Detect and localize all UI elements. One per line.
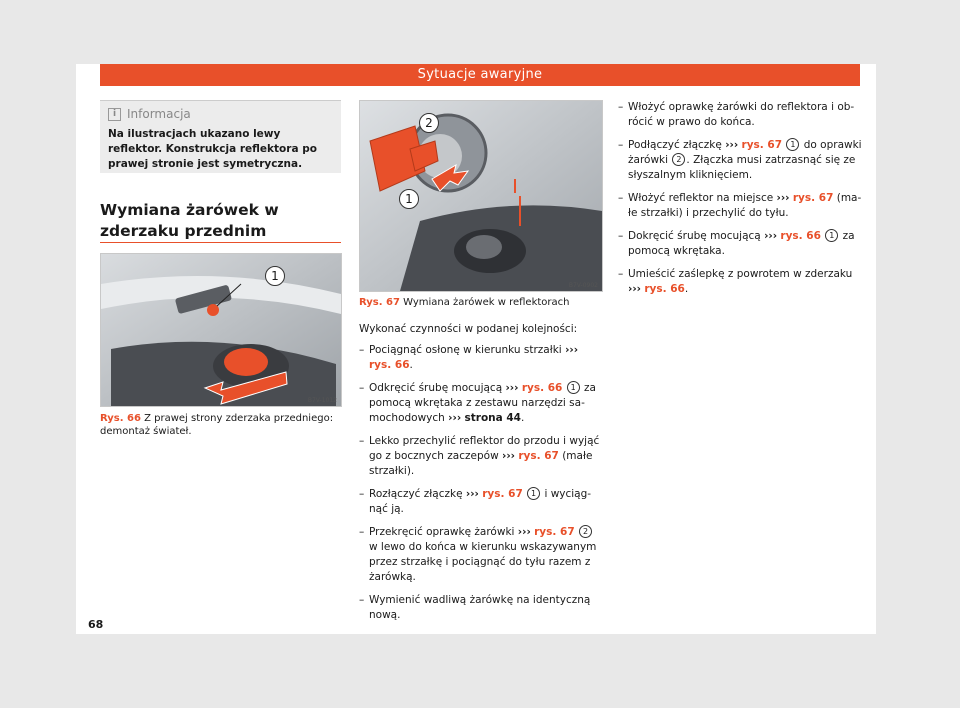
list-item: – Rozłączyć złączkę ››› rys. 67 1 i wyciągnąć ją. — [359, 488, 592, 515]
ref-arrow: ››› — [465, 488, 479, 500]
item-text: Włożyć reflektor na miejsce — [628, 192, 774, 204]
item-text: Włożyć oprawkę żarówki do reflektora i obrócić w prawo do końca. — [628, 101, 855, 128]
figure-67-illustration — [360, 101, 602, 291]
item-text: w lewo do końca w kierunku wskazywanym przez strzałkę i pociągnąć do tyłu razem z żarówką. — [369, 541, 597, 583]
info-text: Na ilustracjach ukazano lewy reflektor. Konstrukcja reflektora po prawej stronie jest symetryczna. — [108, 128, 317, 170]
item-text: Przekręcić oprawkę żarówki — [369, 526, 515, 538]
list-item: – Włożyć reflektor na miejsce ››› rys. 67 (małe strzałki) i przechylić do tyłu. — [618, 192, 862, 219]
column-right — [618, 100, 862, 305]
list-item: – Umieścić zaślepkę z powrotem w zderzaku ››› rys. 66. — [618, 268, 853, 295]
item-text: i wyciągnąć ją. — [369, 488, 592, 515]
info-icon: i — [108, 108, 121, 121]
list-item: – Podłączyć złączkę ››› rys. 67 1 do oprawki żarówki 2 . Złączka musi zatrzasnąć się ze słyszalnym kliknięciem. — [618, 139, 862, 181]
list-item: – Lekko przechylić reflektor do przodu i wyjąć go z bocznych zaczepów ››› rys. 67 (małe strzałki). — [359, 435, 600, 477]
ref-arrow: ››› — [776, 192, 790, 204]
title-rule — [100, 242, 341, 243]
ref-arrow: ››› — [764, 230, 778, 242]
item-number-marker: 2 — [672, 153, 685, 166]
ref-arrow: ››› — [517, 526, 531, 538]
figure-66-marker: 1 — [265, 266, 285, 286]
ref-arrow: ››› — [628, 283, 641, 295]
item-text: Rozłączyć złączkę — [369, 488, 463, 500]
item-number-marker: 1 — [825, 229, 838, 242]
ref-arrow: ››› — [725, 139, 739, 151]
info-heading: Informacja — [127, 107, 191, 121]
item-text: . — [409, 359, 413, 371]
figure-link[interactable]: rys. 67 — [792, 192, 834, 204]
figure-66-illustration — [101, 254, 341, 406]
figure-67-marker-1: 1 — [399, 189, 419, 209]
item-number-marker: 1 — [527, 487, 540, 500]
figure-66-code: B7V-1012 — [307, 397, 337, 404]
figure-67-caption-text: Wymiana żarówek w reflektorach — [403, 297, 570, 308]
steps-intro: Wykonać czynności w podanej kolejności: — [359, 323, 578, 335]
figure-67-caption — [359, 296, 601, 309]
figure-link[interactable]: rys. 66 — [521, 382, 563, 394]
figure-67 — [359, 100, 603, 292]
figure-66 — [100, 253, 342, 407]
info-box — [100, 100, 341, 173]
figure-67-label: Rys. 67 — [359, 297, 400, 308]
item-text: Dokręcić śrubę mocującą — [628, 230, 761, 242]
item-number-marker: 1 — [567, 381, 580, 394]
info-heading-row — [108, 107, 191, 121]
item-text: (małe strzałki) i przechylić do tyłu. — [628, 192, 862, 219]
figure-link[interactable]: rys. 67 — [518, 450, 559, 462]
item-text: . — [684, 283, 689, 295]
item-text: do oprawki żarówki — [628, 139, 862, 166]
item-text: . Złączka musi zatrzasnąć się ze słyszalnym kliknięciem. — [628, 154, 856, 181]
item-number-marker: 2 — [579, 525, 592, 538]
figure-66-label: Rys. 66 — [100, 413, 141, 424]
figure-67-code: B7V-0902 — [568, 282, 598, 289]
figure-link[interactable]: rys. 66 — [780, 230, 821, 242]
figure-link[interactable]: rys. 67 — [534, 526, 575, 538]
item-text: Pociągnąć osłonę w kierunku strzałki — [369, 344, 562, 356]
item-text: Odkręcić śrubę mocującą — [369, 382, 503, 394]
item-text: (małe strzałki). — [369, 450, 593, 477]
page-number: 68 — [88, 618, 104, 631]
figure-link[interactable]: rys. 66 — [369, 359, 410, 371]
ref-arrow: ››› — [565, 344, 579, 356]
figure-66-caption — [100, 412, 342, 438]
list-item: – Pociągnąć osłonę w kierunku strzałki ››› rys. 66. — [359, 344, 579, 371]
list-item: – Odkręcić śrubę mocującą ››› rys. 66 1 za pomocą wkrętaka z zestawu narzędzi samochodowych ››› strona 44. — [359, 382, 596, 424]
ref-arrow: ››› — [448, 412, 462, 424]
item-text: Wymienić wadliwą żarówkę na identyczną nową. — [369, 594, 591, 621]
item-text: Podłączyć złączkę — [628, 139, 722, 151]
page-header: Sytuacje awaryjne — [100, 64, 860, 86]
item-number-marker: 1 — [786, 138, 799, 151]
list-item: – Włożyć oprawkę żarówki do reflektora i obrócić w prawo do końca. — [618, 101, 855, 128]
page-link[interactable]: strona 44 — [464, 412, 521, 424]
item-text: za pomocą wkrętaka z zestawu narzędzi samochodowych — [369, 382, 596, 424]
item-text: za pomocą wkrętaka. — [628, 230, 855, 257]
item-text: Umieścić zaślepkę z powrotem w zderzaku — [628, 268, 853, 280]
item-text: . — [521, 412, 525, 424]
figure-link[interactable]: rys. 66 — [644, 283, 685, 295]
column-middle — [359, 322, 603, 631]
section-title: Wymiana żarówek w zderzaku przednim — [100, 201, 279, 240]
list-item: – Dokręcić śrubę mocującą ››› rys. 66 1 za pomocą wkrętaka. — [618, 230, 855, 257]
item-text: Lekko przechylić reflektor do przodu i wyjąć go z bocznych zaczepów — [369, 435, 600, 462]
ref-arrow: ››› — [502, 450, 515, 462]
figure-67-marker-2: 2 — [419, 113, 439, 133]
figure-link[interactable]: rys. 67 — [482, 488, 523, 500]
list-item: – Wymienić wadliwą żarówkę na identyczną nową. — [359, 594, 591, 621]
ref-arrow: ››› — [505, 382, 519, 394]
figure-link[interactable]: rys. 67 — [741, 139, 783, 151]
figure-66-caption-text: Z prawej strony zderzaka przedniego: demontaż świateł. — [100, 413, 334, 437]
list-item: – Przekręcić oprawkę żarówki ››› rys. 67 2 w lewo do końca w kierunku wskazywanym przez strzałkę i pociągnąć do tyłu razem z żarówką. — [359, 526, 597, 583]
